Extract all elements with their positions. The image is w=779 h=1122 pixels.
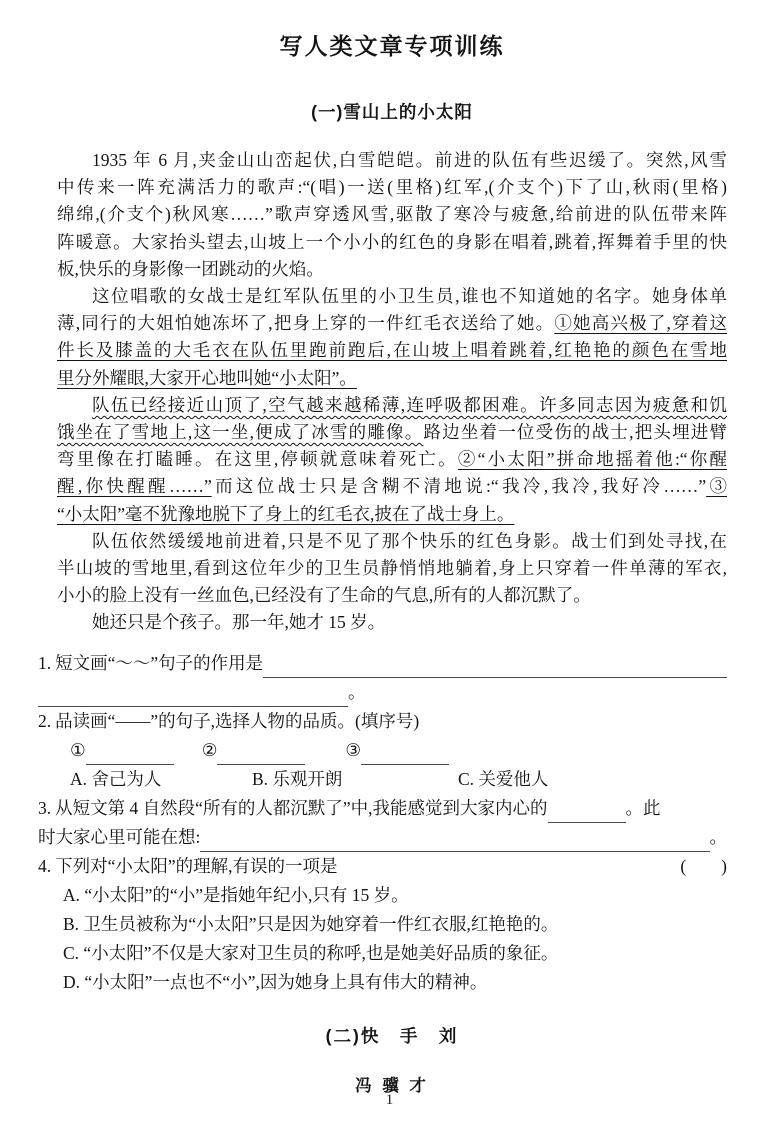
question-4-text: 下列对“小太阳”的理解,有误的一项是 (55, 855, 338, 876)
passage-line (57, 473, 727, 500)
passage-line (57, 582, 727, 609)
page-title: 写人类文章专项训练 (279, 33, 505, 59)
circled-1-label: ① (70, 739, 86, 760)
answer-blank[interactable] (38, 686, 348, 707)
passage-text: 薄,同行的大姐怕她冻坏了,把身上穿的一件红毛衣送给了她。 (57, 313, 555, 334)
question-1 (38, 649, 727, 707)
passage-line (57, 446, 727, 473)
answer-blank[interactable] (86, 744, 174, 765)
underlined-sentence: ②“小太阳”拼命地摇着他:“你醒 (457, 449, 728, 470)
option-b: B. 乐观开朗 (252, 768, 343, 789)
option-d: D. “小太阳”一点也不“小”,因为她身上具有伟大的精神。 (63, 971, 488, 992)
section-1-heading: (一)雪山上的小太阳 (311, 102, 473, 122)
passage-text: 她还只是个孩子。那一年,她才 15 岁。 (92, 612, 386, 633)
question-4 (38, 852, 727, 997)
passage-text: 阵暖意。大家抬头望去,山坡上一个小小的红色的身影在唱着,跳着,挥舞着手里的快 (57, 231, 727, 252)
underlined-sentence: 件长及膝盖的大毛衣在队伍里跑前跑后,在山坡上唱着跳着,红艳艳的颜色在雪地 (57, 340, 727, 361)
wavy-underlined-sentence: 饿坐在了雪地上,这一坐,便成了冰雪的雕像。 (57, 422, 424, 443)
answer-blank[interactable] (200, 831, 709, 852)
answer-blank[interactable] (361, 744, 449, 765)
passage-text: 路边坐着一位受伤的战士,把头埋进臂 (423, 422, 728, 443)
circled-2-label: ② (201, 739, 218, 760)
passage-line (57, 201, 727, 228)
underlined-sentence: “小太阳”毫不犹豫地脱下了身上的红毛衣,披在了战士身上。 (57, 503, 515, 524)
passage-line (57, 229, 727, 256)
question-3-tail: 。 (709, 826, 727, 847)
passage-line (57, 419, 727, 446)
passage-text: 绵绵,(介支个)秋风寒……”歌声穿透风雪,驱散了寒冷与疲惫,给前进的队伍带来阵 (57, 204, 727, 225)
passage-line (57, 501, 727, 528)
question-2 (38, 707, 727, 794)
question-4-number: 4. (38, 855, 52, 876)
passage-line (57, 528, 727, 555)
wavy-underlined-sentence: 队伍已经接近山顶了,空气越来越稀薄,连呼吸都困难。许多同志因为疲惫和饥 (92, 394, 727, 415)
question-3-mid: 。此 (625, 797, 661, 818)
option-c: C. “小太阳”不仅是大家对卫生员的称呼,也是她美好品质的象征。 (63, 942, 559, 963)
underlined-sentence: 醒,你快醒醒……” (57, 476, 212, 497)
passage-text: 队伍依然缓缓地前进着,只是不见了那个快乐的红色身影。战士们到处寻找,在 (92, 530, 727, 551)
passage (57, 147, 727, 637)
answer-blank[interactable] (263, 657, 727, 678)
passage-line (57, 256, 727, 283)
question-3-text: 从短文第 4 自然段“所有的人都沉默了”中,我能感觉到大家内心的 (55, 797, 548, 818)
option-a: A. 舍己为人 (70, 768, 162, 789)
question-3-number: 3. (38, 797, 52, 818)
circled-3-label: ③ (345, 739, 362, 760)
passage-text: 1935 年 6 月,夹金山山峦起伏,白雪皑皑。前进的队伍有些迟缓了。突然,风雪 (92, 150, 727, 170)
question-3-text-2: 时大家心里可能在想: (38, 826, 201, 847)
section-2-author: 冯 骥 才 (355, 1076, 429, 1095)
underlined-sentence: ③ (706, 476, 727, 497)
answer-blank[interactable] (217, 744, 305, 765)
passage-line (57, 609, 727, 636)
passage-line (57, 174, 727, 201)
underlined-sentence: ①她高兴极了,穿着这 (554, 313, 728, 334)
passage-text: 弯里像在打瞌睡。在这里,停顿就意味着死亡。 (57, 449, 458, 470)
passage-line (57, 310, 727, 337)
passage-line (57, 147, 727, 174)
passage-line (57, 337, 727, 364)
question-1-tail: 。 (348, 681, 366, 702)
passage-line (57, 392, 727, 419)
underlined-sentence: 里分外耀眼,大家开心地叫她“小太阳”。 (57, 367, 357, 388)
section-2-heading: (二)快 手 刘 (325, 1025, 459, 1046)
option-a: A. “小太阳”的“小”是指她年纪小,只有 15 岁。 (63, 884, 409, 905)
passage-text: 这位唱歌的女战士是红军队伍里的小卫生员,谁也不知道她的名字。她身体单 (92, 286, 727, 307)
question-2-number: 2. (38, 710, 52, 731)
question-1-number: 1. (38, 652, 52, 673)
option-b: B. 卫生员被称为“小太阳”只是因为她穿着一件红衣服,红艳艳的。 (63, 913, 559, 934)
answer-bracket[interactable]: ( ) (680, 855, 727, 876)
passage-text: 半山坡的雪地里,看到这位年少的卫生员静悄悄地躺着,身上只穿着一件单薄的军衣, (57, 558, 727, 579)
passage-line (57, 555, 727, 582)
questions (38, 649, 727, 997)
question-2-text: 品读画“——”的句子,选择人物的品质。(填序号) (55, 710, 420, 731)
question-3 (38, 794, 727, 852)
answer-blank[interactable] (548, 802, 626, 823)
passage-text: 而这位战士只是含糊不清地说:“我冷,我冷,我好冷……” (211, 476, 707, 497)
passage-text: 板,快乐的身影像一团跳动的火焰。 (57, 258, 324, 279)
passage-text: 中传来一阵充满活力的歌声:“(唱)一送(里格)红军,(介支个)下了山,秋雨(里格) (57, 177, 727, 198)
passage-line (57, 365, 727, 392)
passage-text: 小小的脸上没有一丝血色,已经没有了生命的气息,所有的人都沉默了。 (57, 585, 591, 606)
passage-line (57, 283, 727, 310)
page-number: 1 (385, 1092, 394, 1108)
question-1-text: 短文画“～～”句子的作用是 (55, 652, 264, 673)
option-c: C. 关爱他人 (458, 768, 549, 789)
